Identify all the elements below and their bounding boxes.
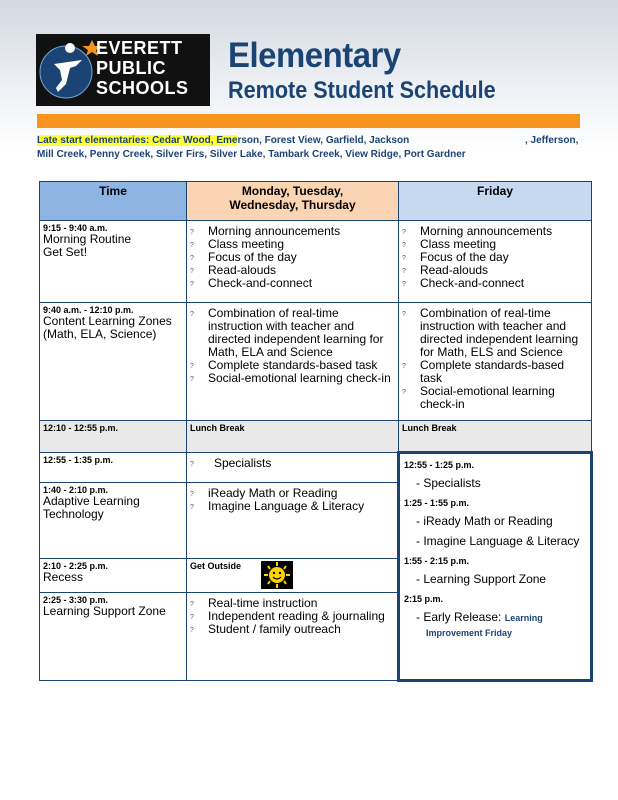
time-cell: 12:55 - 1:35 p.m. <box>40 453 187 483</box>
list-item: ? Real-time instruction <box>190 597 394 610</box>
table-row <box>40 421 592 453</box>
header-time: Time <box>40 182 187 221</box>
list-item: ? iReady Math or Reading <box>190 487 394 500</box>
time-cell: 2:10 - 2:25 p.m. Recess <box>40 559 187 593</box>
list-item: ? Combination of real-time instruction with teacher and directed independent learning for Math, ELA and Science <box>190 307 395 359</box>
table-row <box>40 303 592 421</box>
list-item: ? Specialists <box>190 457 394 470</box>
list-item: ? Social-emotional learning check-in <box>402 385 588 411</box>
list-item: ? Class meeting <box>190 238 395 251</box>
friday-item: - iReady Math or Reading <box>416 514 553 528</box>
list-item: ? Focus of the day <box>402 251 588 264</box>
list-item: ? Complete standards-based task <box>402 359 588 385</box>
friday-cell <box>399 303 592 421</box>
mtw-cell <box>187 221 399 303</box>
friday-cell <box>399 221 592 303</box>
late-start-list-2: Mill Creek, Penny Creek, Silver Firs, Silver Lake, Tambark Creek, View Ridge, Port Gardner <box>37 149 466 160</box>
list-item: ? Check-and-connect <box>190 277 395 290</box>
list-item: ? Student / family outreach <box>190 623 394 636</box>
sun-icon <box>261 561 293 589</box>
list-item: ? Focus of the day <box>190 251 395 264</box>
friday-cell: Lunch Break <box>399 421 592 453</box>
logo-line-2: PUBLIC <box>96 58 166 78</box>
mtw-cell <box>187 593 399 681</box>
list-item: ? Combination of real-time instruction with teacher and directed independent learning for Math, ELS and Science <box>402 307 588 359</box>
logo-line-3: SCHOOLS <box>96 78 189 98</box>
mtw-cell <box>187 483 399 559</box>
list-item: ? Independent reading & journaling <box>190 610 394 623</box>
late-start-note <box>37 134 587 162</box>
time-cell: 12:10 - 12:55 p.m. <box>40 421 187 453</box>
page-subtitle: Remote Student Schedule <box>228 77 496 104</box>
time-cell: 9:40 a.m. - 12:10 p.m. Content Learning Zones (Math, ELA, Science) <box>40 303 187 421</box>
list-item: ? Class meeting <box>402 238 588 251</box>
friday-item: - Specialists <box>416 476 481 490</box>
mtw-cell <box>187 453 399 483</box>
list-item: ? Read-alouds <box>402 264 588 277</box>
time-cell: 9:15 - 9:40 a.m. Morning Routine Get Set! <box>40 221 187 303</box>
friday-item: - Imagine Language & Literacy <box>416 534 580 548</box>
friday-time: 1:55 - 2:15 p.m. <box>404 556 470 566</box>
table-row <box>40 221 592 303</box>
friday-time: 2:15 p.m. <box>404 594 444 604</box>
friday-time: 12:55 - 1:25 p.m. <box>404 460 475 470</box>
list-item: ? Imagine Language & Literacy <box>190 500 394 513</box>
friday-time: 1:25 - 1:55 p.m. <box>404 498 470 508</box>
time-cell: 1:40 - 2:10 p.m. Adaptive Learning Technology <box>40 483 187 559</box>
list-item: ? Morning announcements <box>402 225 588 238</box>
mtw-cell: Get Outside <box>187 559 399 593</box>
header-row <box>40 182 592 221</box>
list-item: ? Complete standards-based task <box>190 359 395 372</box>
list-item: ? Morning announcements <box>190 225 395 238</box>
friday-item: - Early Release: Learning Improvement Friday <box>416 610 543 638</box>
mtw-cell <box>187 303 399 421</box>
list-item: ? Read-alouds <box>190 264 395 277</box>
mtw-cell: Lunch Break <box>187 421 399 453</box>
table-row <box>40 453 592 483</box>
late-start-list-1: rson, Forest View, Garfield, Jackson <box>237 135 410 146</box>
header-friday: Friday <box>399 182 592 221</box>
header-mtw: Monday, Tuesday, Wednesday, Thursday <box>187 182 399 221</box>
friday-afternoon-block <box>399 453 592 681</box>
late-start-list-right: , Jefferson, <box>525 135 579 146</box>
schedule-table <box>39 181 593 682</box>
page-title: Elementary <box>228 36 401 75</box>
late-start-label: Late start elementaries: Cedar Wood, Eme <box>37 135 238 146</box>
list-item: ? Social-emotional learning check-in <box>190 372 395 385</box>
district-logo <box>36 34 210 106</box>
friday-item: - Learning Support Zone <box>416 572 547 586</box>
orange-divider <box>37 114 580 128</box>
time-cell: 2:25 - 3:30 p.m. Learning Support Zone <box>40 593 187 681</box>
list-item: ? Check-and-connect <box>402 277 588 290</box>
logo-line-1: EVERETT <box>96 38 183 58</box>
